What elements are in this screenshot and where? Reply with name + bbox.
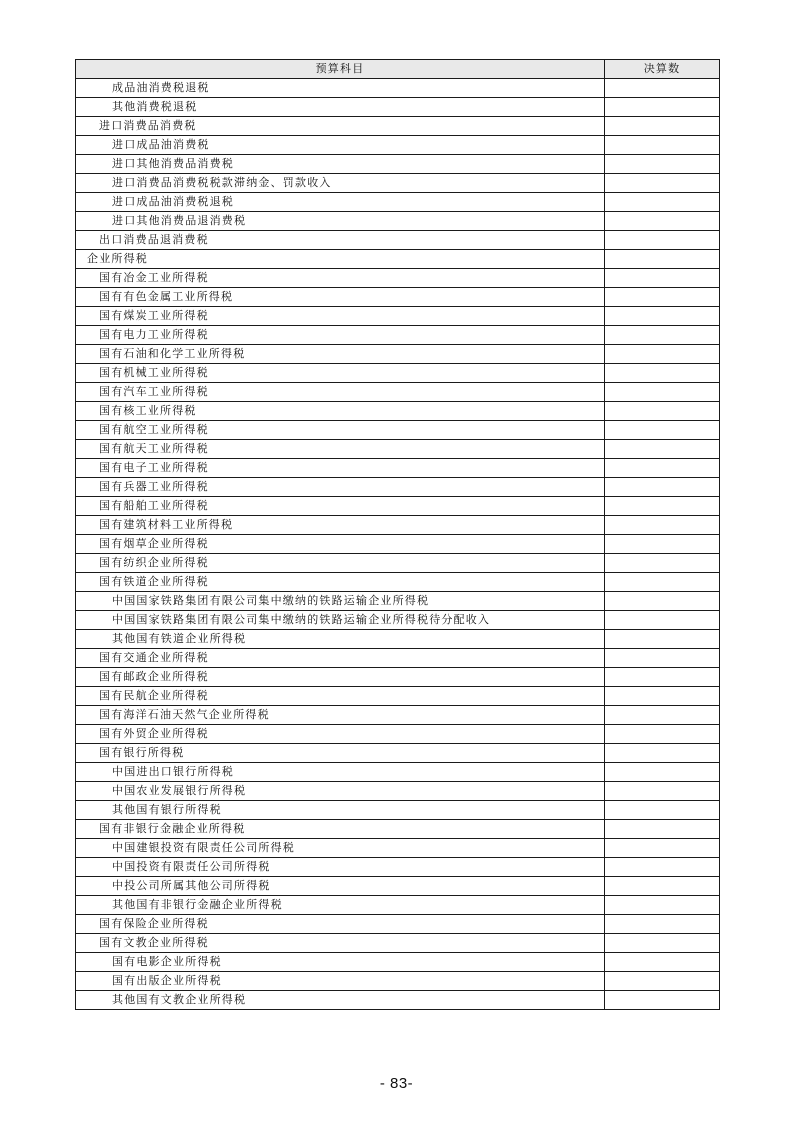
table-row [76, 231, 720, 250]
table-row [76, 934, 720, 953]
final-amount-cell [605, 858, 720, 877]
table-row [76, 269, 720, 288]
budget-item-name: 国有外贸企业所得税 [76, 725, 605, 744]
table-row [76, 478, 720, 497]
budget-item-name: 其他国有铁道企业所得税 [76, 630, 605, 649]
budget-item-name: 其他国有文教企业所得税 [76, 991, 605, 1010]
table-row [76, 136, 720, 155]
budget-item-name: 企业所得税 [76, 250, 605, 269]
final-amount-cell [605, 98, 720, 117]
budget-item-name: 国有电影企业所得税 [76, 953, 605, 972]
table-row [76, 364, 720, 383]
final-amount-cell [605, 231, 720, 250]
final-amount-cell [605, 782, 720, 801]
final-amount-cell [605, 592, 720, 611]
budget-item-name: 国有核工业所得税 [76, 402, 605, 421]
table-row [76, 915, 720, 934]
final-amount-cell [605, 383, 720, 402]
budget-item-name: 国有航天工业所得税 [76, 440, 605, 459]
budget-item-name: 其他消费税退税 [76, 98, 605, 117]
budget-item-name: 进口其他消费品退消费税 [76, 212, 605, 231]
table-row [76, 193, 720, 212]
table-header [76, 60, 720, 79]
table-row [76, 79, 720, 98]
final-amount-cell [605, 478, 720, 497]
budget-item-name: 国有石油和化学工业所得税 [76, 345, 605, 364]
table-row [76, 877, 720, 896]
final-amount-cell [605, 288, 720, 307]
table-row [76, 953, 720, 972]
budget-item-name: 国有电子工业所得税 [76, 459, 605, 478]
final-amount-cell [605, 402, 720, 421]
budget-item-name: 国有交通企业所得税 [76, 649, 605, 668]
table-row [76, 212, 720, 231]
table-row [76, 706, 720, 725]
budget-item-name: 国有保险企业所得税 [76, 915, 605, 934]
budget-item-name: 国有出版企业所得税 [76, 972, 605, 991]
table-row [76, 345, 720, 364]
budget-item-name: 进口其他消费品消费税 [76, 155, 605, 174]
table-row [76, 250, 720, 269]
final-amount-cell [605, 516, 720, 535]
budget-item-name: 国有航空工业所得税 [76, 421, 605, 440]
final-amount-cell [605, 725, 720, 744]
final-amount-cell [605, 440, 720, 459]
final-amount-cell [605, 554, 720, 573]
table-row [76, 763, 720, 782]
table-row [76, 573, 720, 592]
budget-item-name: 国有民航企业所得税 [76, 687, 605, 706]
final-amount-cell [605, 649, 720, 668]
budget-item-name: 国有纺织企业所得税 [76, 554, 605, 573]
table-row [76, 288, 720, 307]
budget-item-name: 出口消费品退消费税 [76, 231, 605, 250]
budget-item-name: 中国国家铁路集团有限公司集中缴纳的铁路运输企业所得税待分配收入 [76, 611, 605, 630]
table-row [76, 858, 720, 877]
final-amount-cell [605, 687, 720, 706]
final-amount-cell [605, 573, 720, 592]
budget-item-name: 国有兵器工业所得税 [76, 478, 605, 497]
budget-item-name: 国有烟草企业所得税 [76, 535, 605, 554]
final-amount-cell [605, 136, 720, 155]
final-amount-cell [605, 706, 720, 725]
budget-item-name: 成品油消费税退税 [76, 79, 605, 98]
budget-item-name: 中国农业发展银行所得税 [76, 782, 605, 801]
final-amount-cell [605, 934, 720, 953]
budget-item-name: 进口消费品消费税 [76, 117, 605, 136]
budget-item-name: 进口成品油消费税退税 [76, 193, 605, 212]
final-amount-cell [605, 611, 720, 630]
table-row [76, 535, 720, 554]
budget-item-name: 其他国有银行所得税 [76, 801, 605, 820]
final-amount-cell [605, 174, 720, 193]
budget-item-name: 中国进出口银行所得税 [76, 763, 605, 782]
table-row [76, 554, 720, 573]
header-final-amount: 决算数 [605, 60, 720, 79]
table-row [76, 744, 720, 763]
table-row [76, 383, 720, 402]
budget-item-name: 国有邮政企业所得税 [76, 668, 605, 687]
table-row [76, 801, 720, 820]
table-row [76, 440, 720, 459]
table-row [76, 98, 720, 117]
table-row [76, 174, 720, 193]
final-amount-cell [605, 839, 720, 858]
final-amount-cell [605, 896, 720, 915]
table-row [76, 668, 720, 687]
final-amount-cell [605, 155, 720, 174]
table-row [76, 782, 720, 801]
budget-item-name: 中国建银投资有限责任公司所得税 [76, 839, 605, 858]
budget-item-name: 国有汽车工业所得税 [76, 383, 605, 402]
budget-item-name: 中国国家铁路集团有限公司集中缴纳的铁路运输企业所得税 [76, 592, 605, 611]
table-row [76, 516, 720, 535]
page-number: - 83- [379, 1075, 414, 1092]
final-amount-cell [605, 801, 720, 820]
budget-item-name: 国有非银行金融企业所得税 [76, 820, 605, 839]
final-amount-cell [605, 820, 720, 839]
budget-item-name: 其他国有非银行金融企业所得税 [76, 896, 605, 915]
final-amount-cell [605, 630, 720, 649]
table-row [76, 497, 720, 516]
final-amount-cell [605, 744, 720, 763]
final-amount-cell [605, 326, 720, 345]
budget-item-name: 国有银行所得税 [76, 744, 605, 763]
budget-item-name: 国有建筑材料工业所得税 [76, 516, 605, 535]
final-amount-cell [605, 668, 720, 687]
final-amount-cell [605, 535, 720, 554]
final-amount-cell [605, 193, 720, 212]
budget-item-name: 国有文教企业所得税 [76, 934, 605, 953]
table-row [76, 972, 720, 991]
table-row [76, 611, 720, 630]
budget-item-name: 国有有色金属工业所得税 [76, 288, 605, 307]
header-row [76, 60, 720, 79]
table-row [76, 117, 720, 136]
budget-item-name: 国有海洋石油天然气企业所得税 [76, 706, 605, 725]
table-row [76, 687, 720, 706]
final-amount-cell [605, 953, 720, 972]
budget-item-name: 国有电力工业所得税 [76, 326, 605, 345]
budget-item-name: 国有煤炭工业所得税 [76, 307, 605, 326]
final-amount-cell [605, 877, 720, 896]
table-row [76, 307, 720, 326]
table-row [76, 649, 720, 668]
budget-item-name: 国有铁道企业所得税 [76, 573, 605, 592]
budget-item-name: 进口消费品消费税税款滞纳金、罚款收入 [76, 174, 605, 193]
budget-table [75, 59, 720, 1010]
budget-item-name: 国有船舶工业所得税 [76, 497, 605, 516]
table-row [76, 326, 720, 345]
final-amount-cell [605, 79, 720, 98]
table-row [76, 155, 720, 174]
budget-item-name: 中国投资有限责任公司所得税 [76, 858, 605, 877]
final-amount-cell [605, 345, 720, 364]
table-row [76, 630, 720, 649]
table-body [76, 79, 720, 1010]
final-amount-cell [605, 991, 720, 1010]
table-row [76, 592, 720, 611]
final-amount-cell [605, 307, 720, 326]
budget-item-name: 国有冶金工业所得税 [76, 269, 605, 288]
table-row [76, 421, 720, 440]
final-amount-cell [605, 763, 720, 782]
budget-item-name: 中投公司所属其他公司所得税 [76, 877, 605, 896]
table-row [76, 725, 720, 744]
header-budget-item: 预算科目 [76, 60, 605, 79]
final-amount-cell [605, 117, 720, 136]
final-amount-cell [605, 421, 720, 440]
table-row [76, 896, 720, 915]
final-amount-cell [605, 364, 720, 383]
final-amount-cell [605, 972, 720, 991]
table-row [76, 991, 720, 1010]
final-amount-cell [605, 269, 720, 288]
final-amount-cell [605, 459, 720, 478]
table-row [76, 459, 720, 478]
table-row [76, 839, 720, 858]
final-amount-cell [605, 497, 720, 516]
final-amount-cell [605, 250, 720, 269]
budget-item-name: 国有机械工业所得税 [76, 364, 605, 383]
final-amount-cell [605, 212, 720, 231]
budget-item-name: 进口成品油消费税 [76, 136, 605, 155]
final-amount-cell [605, 915, 720, 934]
table-row [76, 820, 720, 839]
table-row [76, 402, 720, 421]
